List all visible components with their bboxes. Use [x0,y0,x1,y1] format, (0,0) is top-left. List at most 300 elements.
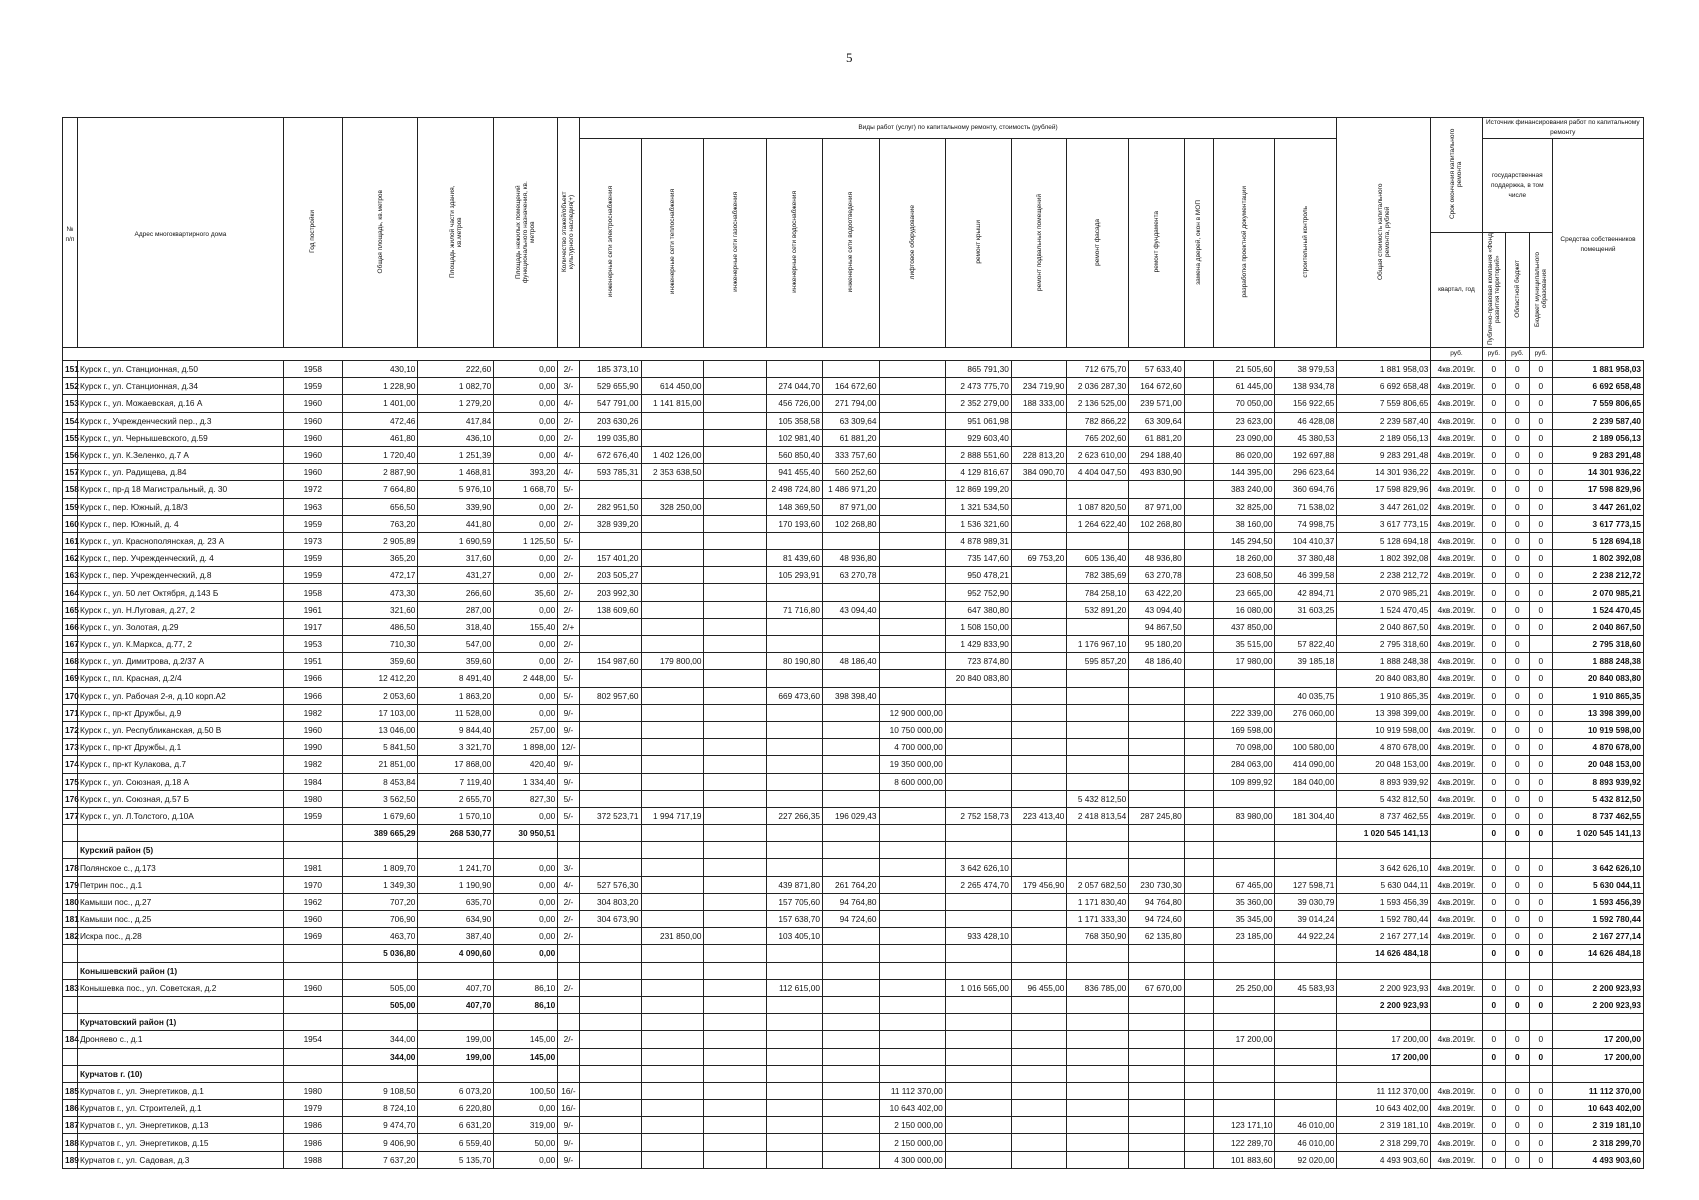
row-work-cost: 222 339,00 [1213,704,1275,721]
row-fund: 0 [1482,601,1505,618]
row-floors: 2/- [558,429,579,446]
row-work-cost [641,670,704,687]
row-work-cost: 86 020,00 [1213,446,1275,463]
row-work-cost: 593 785,31 [579,464,641,481]
row-year: 1970 [283,876,342,893]
row-municipal: 0 [1529,1134,1552,1151]
row-work-cost: 74 998,75 [1275,515,1337,532]
row-work-cost: 284 063,00 [1213,756,1275,773]
row-work-cost: 32 825,00 [1213,498,1275,515]
table-row [63,1151,1644,1168]
row-work-cost: 4 129 816,67 [945,464,1011,481]
row-fund: 0 [1482,893,1505,910]
row-nonres-area: 0,00 [494,807,558,824]
row-total-cost: 2 040 867,50 [1337,618,1431,635]
row-nonres-area: 35,60 [494,584,558,601]
empty-cell [822,1014,879,1031]
subtotal-municipal: 0 [1529,1048,1552,1065]
row-work-cost: 951 061,98 [945,412,1011,429]
row-nonres-area: 1 668,70 [494,481,558,498]
row-number: 170 [63,687,78,704]
row-owners: 4 870 678,00 [1553,739,1644,756]
row-owners: 20 048 153,00 [1553,756,1644,773]
row-work-cost [879,378,945,395]
row-work-cost: 1 141 815,00 [641,395,704,412]
row-work-cost [704,1134,767,1151]
row-address: Курчатов г., ул. Энергетиков, д.15 [77,1134,283,1151]
table-row [63,807,1644,824]
table-row [63,979,1644,996]
row-work-cost [579,1100,641,1117]
section-title: Курчатовский район (1) [77,1014,283,1031]
row-work-cost: 46 428,08 [1275,412,1337,429]
row-living-area: 1 690,59 [418,532,494,549]
row-work-cost [1184,1082,1213,1099]
empty-cell [1506,1065,1529,1082]
row-number: 171 [63,704,78,721]
row-total-cost: 3 447 261,02 [1337,498,1431,515]
row-living-area: 1 468,81 [418,464,494,481]
row-work-cost: 70 098,00 [1213,739,1275,756]
row-municipal: 0 [1529,1151,1552,1168]
row-number: 168 [63,653,78,670]
row-floors: 5/- [558,481,579,498]
row-floors: 9/- [558,1151,579,1168]
row-work-cost [1067,721,1129,738]
row-work-cost [704,1117,767,1134]
row-work-cost [579,859,641,876]
empty-cell [1275,996,1337,1013]
row-total-area: 472,17 [342,567,418,584]
row-floors: 2/- [558,361,579,378]
row-deadline: 4кв.2019г. [1431,859,1482,876]
row-year: 1981 [283,859,342,876]
row-work-cost [1129,790,1185,807]
row-work-cost [1184,928,1213,945]
empty-cell [1129,1048,1185,1065]
row-deadline: 4кв.2019г. [1431,739,1482,756]
row-owners: 2 167 277,14 [1553,928,1644,945]
row-total-cost: 8 737 462,55 [1337,807,1431,824]
row-work-cost [767,584,823,601]
row-regional: 0 [1506,567,1529,584]
row-address: Искра пос., д.28 [77,928,283,945]
row-address: Курск г., ул. Димитрова, д.2/37 А [77,653,283,670]
empty-cell [283,825,342,842]
row-work-cost: 144 395,00 [1213,464,1275,481]
row-fund: 0 [1482,618,1505,635]
empty-cell [1213,1048,1275,1065]
row-work-cost [641,1117,704,1134]
row-work-cost [641,1134,704,1151]
empty-cell [822,962,879,979]
row-work-cost [1011,721,1067,738]
row-total-cost: 6 692 658,48 [1337,378,1431,395]
row-work-cost: 94 724,60 [822,911,879,928]
row-work-cost [1067,1134,1129,1151]
row-nonres-area: 0,00 [494,498,558,515]
empty-cell [77,1048,283,1065]
row-work-cost: 274 044,70 [767,378,823,395]
empty-cell [283,842,342,859]
row-work-cost [767,618,823,635]
row-work-cost [1184,412,1213,429]
row-owners: 3 447 261,02 [1553,498,1644,515]
empty-cell [579,825,641,842]
row-work-cost [767,670,823,687]
row-number: 176 [63,790,78,807]
row-total-cost: 10 643 402,00 [1337,1100,1431,1117]
row-nonres-area: 0,00 [494,1100,558,1117]
row-work-cost [641,756,704,773]
row-total-area: 430,10 [342,361,418,378]
row-number: 151 [63,361,78,378]
table-row [63,1100,1644,1117]
row-number: 156 [63,446,78,463]
empty-cell [1129,842,1185,859]
row-deadline: 4кв.2019г. [1431,876,1482,893]
col-deadline: Срок окончания капитального ремонта [1431,118,1482,233]
row-work-cost: 61 881,20 [822,429,879,446]
row-deadline: 4кв.2019г. [1431,636,1482,653]
row-work-cost [641,893,704,910]
table-body [63,361,1644,1169]
row-regional: 0 [1506,928,1529,945]
row-work-cost: 223 413,40 [1011,807,1067,824]
row-nonres-area: 0,00 [494,429,558,446]
row-work-cost: 614 450,00 [641,378,704,395]
row-work-cost: 87 971,00 [822,498,879,515]
row-work-cost [704,601,767,618]
row-work-cost [1184,979,1213,996]
row-living-area: 1 241,70 [418,859,494,876]
row-address: Камыши пос., д.25 [77,911,283,928]
empty-cell [767,825,823,842]
row-municipal: 0 [1529,756,1552,773]
section-row [63,1014,1644,1031]
row-number: 184 [63,1031,78,1048]
row-work-cost [1275,859,1337,876]
row-floors: 4/- [558,446,579,463]
row-work-cost: 169 598,00 [1213,721,1275,738]
row-work-cost: 414 090,00 [1275,756,1337,773]
row-work-cost [579,532,641,549]
row-work-cost: 95 180,20 [1129,636,1185,653]
row-work-cost: 43 094,40 [822,601,879,618]
row-work-cost [704,687,767,704]
row-municipal: 0 [1529,584,1552,601]
row-total-cost: 2 070 985,21 [1337,584,1431,601]
row-municipal: 0 [1529,446,1552,463]
col-fund: Публично-правовая компания «Фонд развития территорий» [1482,233,1505,348]
row-living-area: 407,70 [418,979,494,996]
empty-cell [945,1048,1011,1065]
row-work-cost [879,567,945,584]
row-floors: 2/- [558,636,579,653]
row-work-cost [1129,859,1185,876]
empty-cell [1184,1065,1213,1082]
empty-cell [822,842,879,859]
row-regional: 0 [1506,687,1529,704]
row-regional: 0 [1506,721,1529,738]
row-work-cost: 157 638,70 [767,911,823,928]
row-work-cost: 48 936,80 [822,550,879,567]
row-number: 164 [63,584,78,601]
row-work-cost [945,687,1011,704]
row-regional: 0 [1506,859,1529,876]
row-work-cost: 67 670,00 [1129,979,1185,996]
row-work-cost: 2 473 775,70 [945,378,1011,395]
row-living-area: 3 321,70 [418,739,494,756]
row-total-cost: 4 493 903,60 [1337,1151,1431,1168]
row-regional: 0 [1506,464,1529,481]
row-owners: 2 040 867,50 [1553,618,1644,635]
row-work-cost [822,1031,879,1048]
row-work-cost [1011,928,1067,945]
row-work-cost [879,446,945,463]
row-owners: 2 795 318,60 [1553,636,1644,653]
row-work-cost [1011,773,1067,790]
empty-cell [1553,1065,1644,1082]
row-work-cost [641,687,704,704]
row-living-area: 11 528,00 [418,704,494,721]
row-work-cost: 184 040,00 [1275,773,1337,790]
row-year: 1988 [283,1151,342,1168]
empty-cell [1011,1014,1067,1031]
row-total-cost: 2 319 181,10 [1337,1117,1431,1134]
row-work-cost [1275,1100,1337,1117]
subtotal-living-area: 268 530,77 [418,825,494,842]
row-work-cost: 20 840 083,80 [945,670,1011,687]
empty-cell [1337,962,1431,979]
row-municipal: 0 [1529,1082,1552,1099]
row-work-cost: 67 465,00 [1213,876,1275,893]
row-fund: 0 [1482,567,1505,584]
row-fund: 0 [1482,773,1505,790]
row-floors: 2/- [558,584,579,601]
row-work-cost [1129,481,1185,498]
row-total-cost: 20 840 083,80 [1337,670,1431,687]
empty-cell [1067,962,1129,979]
row-deadline: 4кв.2019г. [1431,601,1482,618]
row-owners: 5 432 812,50 [1553,790,1644,807]
row-number: 161 [63,532,78,549]
table-row [63,1082,1644,1099]
row-work-cost [822,532,879,549]
row-work-cost: 156 922,65 [1275,395,1337,412]
row-municipal: 0 [1529,481,1552,498]
row-address: Курчатов г., ул. Энергетиков, д.1 [77,1082,283,1099]
row-work-cost [579,1151,641,1168]
row-total-area: 9 406,90 [342,1134,418,1151]
row-deadline: 4кв.2019г. [1431,1134,1482,1151]
row-work-cost: 138 609,60 [579,601,641,618]
row-work-cost [579,1117,641,1134]
subtotal-total-cost: 14 626 484,18 [1337,945,1431,962]
row-floors: 2/- [558,911,579,928]
row-work-cost: 203 505,27 [579,567,641,584]
row-work-cost [1067,1151,1129,1168]
table-row [63,1117,1644,1134]
row-work-cost [879,412,945,429]
empty-cell [822,945,879,962]
row-work-cost: 203 992,30 [579,584,641,601]
empty-cell [283,1014,342,1031]
row-work-cost [579,928,641,945]
row-work-cost: 384 090,70 [1011,464,1067,481]
row-total-cost: 9 283 291,48 [1337,446,1431,463]
subtotal-row [63,945,1644,962]
row-work-cost [945,739,1011,756]
table-row [63,653,1644,670]
row-work-cost [879,498,945,515]
row-work-cost: 94 764,80 [822,893,879,910]
row-regional: 0 [1506,773,1529,790]
row-work-cost: 23 665,00 [1213,584,1275,601]
row-number: 175 [63,773,78,790]
row-address: Курск г., ул. Республиканская, д.50 В [77,721,283,738]
col-work-control: строительный контроль [1275,139,1337,348]
row-owners: 8 893 939,92 [1553,773,1644,790]
row-work-cost: 196 029,43 [822,807,879,824]
row-regional: 0 [1506,636,1529,653]
empty-cell [704,825,767,842]
row-total-cost: 1 592 780,44 [1337,911,1431,928]
row-work-cost [1213,670,1275,687]
row-work-cost [1067,859,1129,876]
row-work-cost [822,790,879,807]
row-work-cost: 276 060,00 [1275,704,1337,721]
subtotal-fund: 0 [1482,945,1505,962]
row-work-cost [1129,1082,1185,1099]
row-work-cost [1011,653,1067,670]
col-work-foundation: ремонт фундамента [1129,139,1185,348]
row-work-cost: 669 473,60 [767,687,823,704]
empty-cell [1213,996,1275,1013]
row-nonres-area: 319,00 [494,1117,558,1134]
row-floors: 2/- [558,567,579,584]
row-fund: 0 [1482,1100,1505,1117]
row-fund: 0 [1482,876,1505,893]
empty-cell [879,1014,945,1031]
empty-cell [1482,962,1505,979]
row-regional: 0 [1506,893,1529,910]
empty-cell [1184,996,1213,1013]
subtotal-living-area: 4 090,60 [418,945,494,962]
row-work-cost: 768 350,90 [1067,928,1129,945]
row-total-area: 473,30 [342,584,418,601]
empty-cell [1067,842,1129,859]
row-work-cost [879,515,945,532]
empty-cell [1337,1014,1431,1031]
empty-cell [558,1048,579,1065]
section-blank [63,842,78,859]
empty-cell [767,962,823,979]
row-work-cost [641,584,704,601]
row-work-cost: 1 176 967,10 [1067,636,1129,653]
row-year: 1958 [283,584,342,601]
row-work-cost [822,756,879,773]
subtotal-total-cost: 2 200 923,93 [1337,996,1431,1013]
row-work-cost: 1 016 565,00 [945,979,1011,996]
row-deadline: 4кв.2019г. [1431,928,1482,945]
row-work-cost [1213,687,1275,704]
col-work-doors: замена дверей, окон в МОП [1184,139,1213,348]
row-work-cost [704,446,767,463]
row-work-cost: 529 655,90 [579,378,641,395]
row-work-cost [579,979,641,996]
row-year: 1960 [283,429,342,446]
row-work-cost: 12 900 000,00 [879,704,945,721]
row-municipal: 0 [1529,464,1552,481]
empty-cell [1011,825,1067,842]
empty-cell [1011,996,1067,1013]
row-work-cost: 2 623 610,00 [1067,446,1129,463]
row-work-cost [822,1151,879,1168]
row-municipal: 0 [1529,361,1552,378]
row-work-cost [1129,1134,1185,1151]
col-work-roof: ремонт крыши [945,139,1011,348]
row-year: 1986 [283,1134,342,1151]
row-number: 162 [63,550,78,567]
row-work-cost: 157 401,20 [579,550,641,567]
row-work-cost: 271 794,00 [822,395,879,412]
row-work-cost [945,1117,1011,1134]
row-work-cost [879,361,945,378]
col-year: Год постройки [283,118,342,348]
row-work-cost: 16 080,00 [1213,601,1275,618]
row-total-area: 2 887,90 [342,464,418,481]
row-work-cost [1067,532,1129,549]
row-nonres-area: 0,00 [494,704,558,721]
row-work-cost: 199 035,80 [579,429,641,446]
row-work-cost [1184,721,1213,738]
row-work-cost: 1 264 622,40 [1067,515,1129,532]
row-work-cost: 2 036 287,30 [1067,378,1129,395]
row-number: 154 [63,412,78,429]
row-total-cost: 2 200 923,93 [1337,979,1431,996]
empty-cell [767,945,823,962]
row-floors: 9/- [558,704,579,721]
row-number: 157 [63,464,78,481]
row-nonres-area: 145,00 [494,1031,558,1048]
row-work-cost: 48 186,40 [1129,653,1185,670]
subtotal-living-area: 199,00 [418,1048,494,1065]
unit-regional: руб. [1482,348,1505,361]
row-work-cost [704,481,767,498]
row-address: Курчатов г., ул. Энергетиков, д.13 [77,1117,283,1134]
row-nonres-area: 100,50 [494,1082,558,1099]
row-total-cost: 17 200,00 [1337,1031,1431,1048]
empty-cell [579,842,641,859]
row-owners: 1 888 248,38 [1553,653,1644,670]
row-work-cost: 164 672,60 [1129,378,1185,395]
row-work-cost [945,773,1011,790]
row-work-cost [579,773,641,790]
row-address: Курск г., пл. Красная, д.2/4 [77,670,283,687]
empty-cell [641,1048,704,1065]
empty-cell [1213,962,1275,979]
row-work-cost: 23 090,00 [1213,429,1275,446]
row-address: Курск г., ул. К.Маркса, д.77, 2 [77,636,283,653]
row-total-area: 7 637,20 [342,1151,418,1168]
row-work-cost: 2 265 474,70 [945,876,1011,893]
row-total-cost: 14 301 936,22 [1337,464,1431,481]
row-work-cost: 61 881,20 [1129,429,1185,446]
row-living-area: 2 655,70 [418,790,494,807]
row-work-cost [641,550,704,567]
row-work-cost [1184,550,1213,567]
